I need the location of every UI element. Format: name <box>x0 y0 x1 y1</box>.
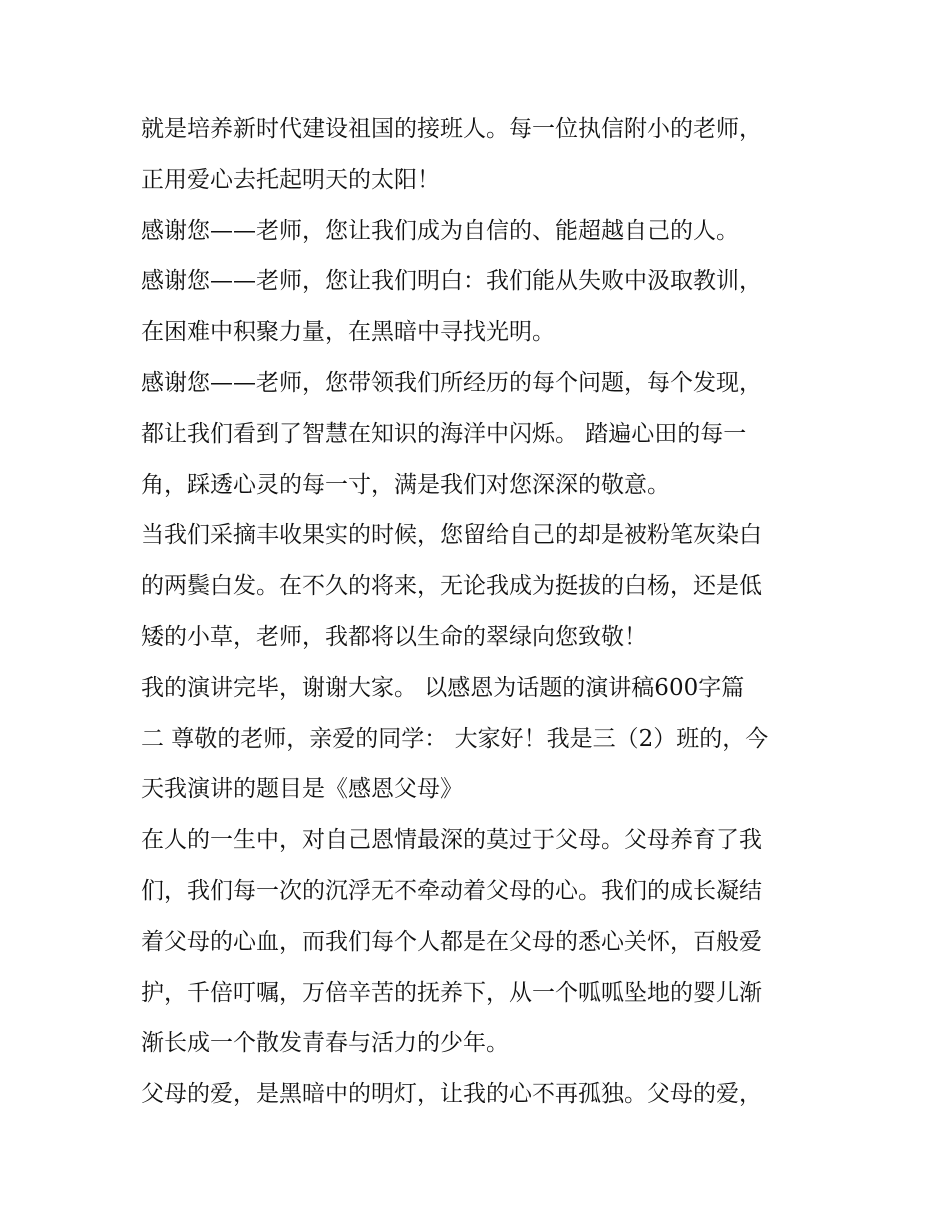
text-line: 天我演讲的题目是《感恩父母》 <box>141 776 463 803</box>
text-line: 的两鬓白发。在不久的将来，无论我成为挺拔的白杨，还是低 <box>141 573 762 600</box>
text-line: 我的演讲完毕，谢谢大家。 以感恩为话题的演讲稿600字篇 <box>141 674 745 701</box>
text-line: 父母的爱，是黑暗中的明灯，让我的心不再孤独。父母的爱， <box>141 1081 762 1108</box>
text-line: 着父母的心血，而我们每个人都是在父母的悉心关怀，百般爱 <box>141 928 762 955</box>
text-line: 感谢您——老师，您让我们明白：我们能从失败中汲取教训， <box>141 268 762 295</box>
text-line: 渐长成一个散发青春与活力的少年。 <box>141 1030 509 1057</box>
text-line: 感谢您——老师，您带领我们所经历的每个问题，每个发现， <box>141 369 762 396</box>
text-line: 们，我们每一次的沉浮无不牵动着父母的心。我们的成长凝结 <box>141 877 762 904</box>
text-line: 矮的小草，老师，我都将以生命的翠绿向您致敬！ <box>141 623 647 650</box>
document-body <box>141 104 821 1120</box>
text-line: 正用爱心去托起明天的太阳！ <box>141 166 440 193</box>
text-line: 护，千倍叮嘱，万倍辛苦的抚养下，从一个呱呱坠地的婴儿渐 <box>141 979 762 1006</box>
text-line: 当我们采摘丰收果实的时候，您留给自己的却是被粉笔灰染白 <box>141 522 762 549</box>
text-line: 都让我们看到了智慧在知识的海洋中闪烁。 踏遍心田的每一 <box>141 420 747 447</box>
text-line: 感谢您——老师，您让我们成为自信的、能超越自己的人。 <box>141 217 739 244</box>
text-line: 就是培养新时代建设祖国的接班人。每一位执信附小的老师， <box>141 116 762 142</box>
text-line: 二 尊敬的老师，亲爱的同学： 大家好！我是三（2）班的，今 <box>141 725 769 752</box>
text-line: 在困难中积聚力量，在黑暗中寻找光明。 <box>141 319 555 346</box>
text-line: 角，踩透心灵的每一寸，满是我们对您深深的敬意。 <box>141 471 670 498</box>
text-line: 在人的一生中，对自己恩情最深的莫过于父母。父母养育了我 <box>141 827 762 854</box>
